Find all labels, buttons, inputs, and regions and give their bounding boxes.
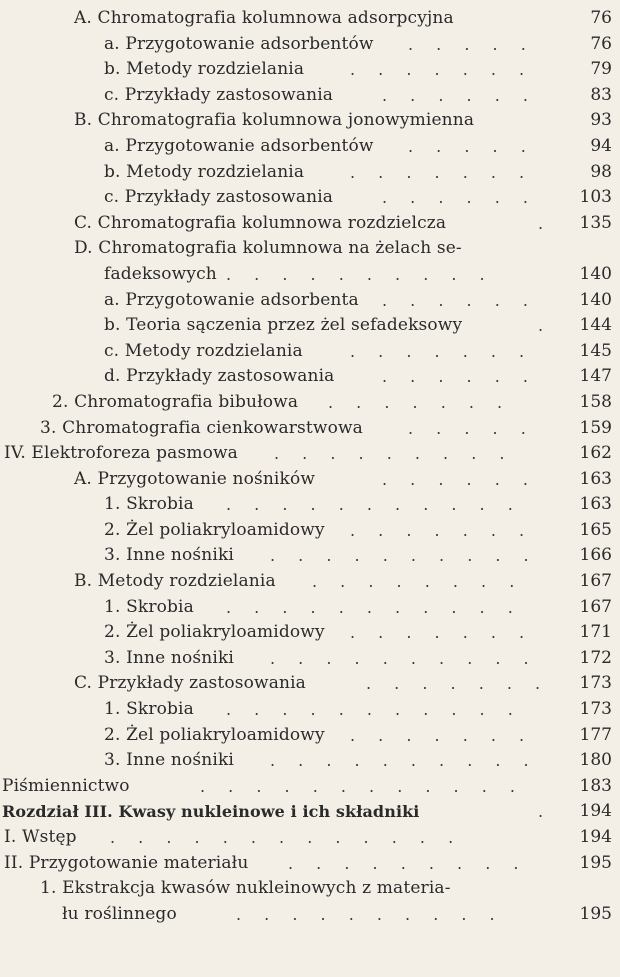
toc-entry-page: 165 <box>579 519 612 540</box>
toc-entry-title: Rozdział III. Kwasy nukleinowe i ich składniki <box>2 802 420 822</box>
toc-entry <box>0 364 620 390</box>
toc-entry-page: 98 <box>590 161 612 182</box>
toc-entry <box>0 441 620 467</box>
toc-entry-page: 159 <box>579 417 612 438</box>
toc-entry-title: Piśmiennictwo <box>2 775 130 796</box>
toc-entry-title: 2. Żel poliakryloamidowy <box>104 724 325 745</box>
toc-entry-title: 3. Chromatografia cienkowarstwowa <box>40 417 363 438</box>
toc-leader: . . . . . . . . . . <box>270 648 538 668</box>
toc-entry <box>0 108 620 134</box>
toc-entry <box>0 185 620 211</box>
toc-entry <box>0 492 620 518</box>
toc-entry-title: a. Przygotowanie adsorbentów <box>104 33 374 54</box>
toc-entry-title: fadeksowych <box>104 263 217 284</box>
toc-entry <box>0 723 620 749</box>
toc-entry-page: 172 <box>579 647 612 668</box>
toc-entry <box>0 518 620 544</box>
toc-leader: . . . . . <box>408 136 535 156</box>
toc-entry-page: 173 <box>579 699 612 720</box>
toc-entry-page: 145 <box>579 340 612 361</box>
toc-entry-title: 3. Inne nośniki <box>104 545 234 566</box>
toc-leader: . . . . . . . . . . . . <box>200 776 524 796</box>
toc-entry-title: 2. Żel poliakryloamidowy <box>104 519 325 540</box>
toc-entry <box>0 160 620 186</box>
toc-leader: . . . . . . . <box>366 674 550 694</box>
toc-entry <box>0 236 620 262</box>
toc-entry <box>0 57 620 83</box>
toc-entry <box>0 774 620 800</box>
toc-entry <box>0 671 620 697</box>
toc-leader: . . . . . . . . . . . <box>226 700 522 720</box>
toc-entry-title: b. Metody rozdzielania <box>104 161 305 182</box>
toc-entry-title: 2. Chromatografia bibułowa <box>52 391 299 412</box>
toc-entry-title: 2. Żel poliakryloamidowy <box>104 622 325 643</box>
toc-entry-page: 93 <box>590 110 612 131</box>
toc-entry <box>0 288 620 314</box>
toc-entry-title: c. Przykłady zastosowania <box>104 187 334 208</box>
toc-entry <box>0 620 620 646</box>
toc-entry-page: 147 <box>579 366 612 387</box>
toc-entry <box>0 851 620 877</box>
toc-entry-title: b. Teoria sączenia przez żel sefadeksowy <box>104 315 463 336</box>
toc-entry-page: 144 <box>579 315 612 336</box>
toc-entry-page: 171 <box>579 622 612 643</box>
toc-entry <box>0 697 620 723</box>
toc-leader: . <box>538 213 553 233</box>
toc-leader: . . . . . . . <box>350 725 534 745</box>
toc-entry-title: c. Przykłady zastosowania <box>104 84 334 105</box>
toc-entry <box>0 313 620 339</box>
toc-entry-page: 83 <box>590 84 612 105</box>
toc-entry <box>0 902 620 928</box>
toc-entry-title: b. Metody rozdzielania <box>104 59 305 80</box>
toc-leader: . <box>538 802 553 822</box>
toc-entry-title: a. Przygotowanie adsorbenta <box>104 289 359 310</box>
toc-entry <box>0 211 620 237</box>
toc-entry-page: 140 <box>579 263 612 284</box>
toc-leader: . . . . . . . . . . . <box>226 495 522 515</box>
toc-leader: . . . . . . . . . . <box>236 904 504 924</box>
toc-entry <box>0 32 620 58</box>
toc-entry-page: 167 <box>579 596 612 617</box>
toc-entry <box>0 134 620 160</box>
toc-leader: . . . . . . . <box>350 341 534 361</box>
toc-entry-page: 183 <box>579 775 612 796</box>
toc-entry-page: 177 <box>579 724 612 745</box>
toc-entry <box>0 876 620 902</box>
toc-entry <box>0 569 620 595</box>
toc-entry-page: 195 <box>579 852 612 873</box>
toc-entry-page: 194 <box>579 801 612 822</box>
toc-leader: . . . . . . . . <box>312 572 524 592</box>
toc-entry-title: 1. Skrobia <box>104 699 194 720</box>
toc-entry-page: 135 <box>579 212 612 233</box>
toc-entry-title: A. Przygotowanie nośników <box>74 468 316 489</box>
toc-entry <box>0 748 620 774</box>
toc-entry-title: C. Przykłady zastosowania <box>74 673 306 694</box>
toc-entry-page: 103 <box>579 187 612 208</box>
toc-entry <box>0 646 620 672</box>
toc-entry-title: I. Wstęp <box>4 827 77 847</box>
toc-leader: . . . . . . . <box>350 162 534 182</box>
toc-leader: . <box>538 316 553 336</box>
toc-leader: . . . . . . . <box>328 392 512 412</box>
toc-leader: . . . . . . . . . . <box>270 546 538 566</box>
toc-leader: . . . . . . . <box>350 623 534 643</box>
toc-entry-page: 163 <box>579 494 612 515</box>
toc-entry-page: 94 <box>590 135 612 156</box>
toc-leader: . . . . . . <box>382 290 537 310</box>
toc-entry-title: C. Chromatografia kolumnowa rozdzielcza <box>74 212 447 233</box>
toc-entry <box>0 595 620 621</box>
toc-entry <box>0 416 620 442</box>
toc-entry-title: 1. Ekstrakcja kwasów nukleinowych z materia- <box>40 878 451 899</box>
toc-leader: . . . . . . <box>382 367 537 387</box>
toc-entry-page: 76 <box>590 8 612 28</box>
toc-leader: . . . . . . . . . <box>274 444 514 464</box>
toc-leader: . . . . . . <box>382 469 537 489</box>
toc-entry-page: 195 <box>579 903 612 924</box>
toc-entry-page: 140 <box>579 289 612 310</box>
toc-entry-title: II. Przygotowanie materiału <box>4 852 249 873</box>
toc-entry <box>0 799 620 825</box>
toc-leader: . . . . . . . . . . <box>226 264 494 284</box>
toc-entry <box>0 262 620 288</box>
toc-entry-title: 1. Skrobia <box>104 596 194 617</box>
toc-entry-page: 76 <box>590 33 612 54</box>
toc-entry-title: d. Przykłady zastosowania <box>104 366 335 387</box>
toc-entry-title: 1. Skrobia <box>104 494 194 515</box>
toc-entry <box>0 825 620 851</box>
toc-leader: . . . . . . . . . . . . . <box>110 828 463 847</box>
toc-entry-page: 166 <box>579 545 612 566</box>
toc-leader: . . . . . . <box>382 188 537 208</box>
toc-entry-page: 79 <box>590 59 612 80</box>
toc-entry-title: A. Chromatografia kolumnowa adsorpcyjna <box>74 8 454 28</box>
toc-entry <box>0 543 620 569</box>
toc-leader: . . . . . . . . . . <box>270 751 538 771</box>
toc-entry-page: 158 <box>579 391 612 412</box>
toc-entry-page: 167 <box>579 571 612 592</box>
toc-leader: . . . . . <box>408 34 535 54</box>
toc-entry <box>0 339 620 365</box>
toc-leader: . . . . . . . <box>350 60 534 80</box>
toc-entry-page: 180 <box>579 750 612 771</box>
toc-leader: . . . . . . . . . <box>288 853 528 873</box>
toc-entry-title: 3. Inne nośniki <box>104 647 234 668</box>
toc-entry-page: 162 <box>579 443 612 464</box>
toc-entry-title: 3. Inne nośniki <box>104 750 234 771</box>
toc-entry <box>0 6 620 32</box>
toc-entry <box>0 83 620 109</box>
toc-entry-title: B. Metody rozdzielania <box>74 571 276 592</box>
toc-entry-page: 194 <box>579 827 612 847</box>
toc-entry-title: c. Metody rozdzielania <box>104 340 303 361</box>
toc-entry-title: IV. Elektroforeza pasmowa <box>4 443 238 464</box>
toc-entry-title: łu roślinnego <box>62 903 177 924</box>
toc-entry-title: a. Przygotowanie adsorbentów <box>104 135 374 156</box>
toc-entry <box>0 467 620 493</box>
toc-entry-title: D. Chromatografia kolumnowa na żelach se- <box>74 238 462 259</box>
toc-leader: . . . . . . . <box>350 520 534 540</box>
toc-leader: . . . . . . <box>382 85 537 105</box>
toc-leader: . . . . . . . . . . . <box>226 597 522 617</box>
toc-entry <box>0 390 620 416</box>
toc-entry-title: B. Chromatografia kolumnowa jonowymienna <box>74 110 475 131</box>
toc-entry-page: 163 <box>579 468 612 489</box>
toc-leader: . . . . . <box>408 418 535 438</box>
toc-entry-page: 173 <box>579 673 612 694</box>
